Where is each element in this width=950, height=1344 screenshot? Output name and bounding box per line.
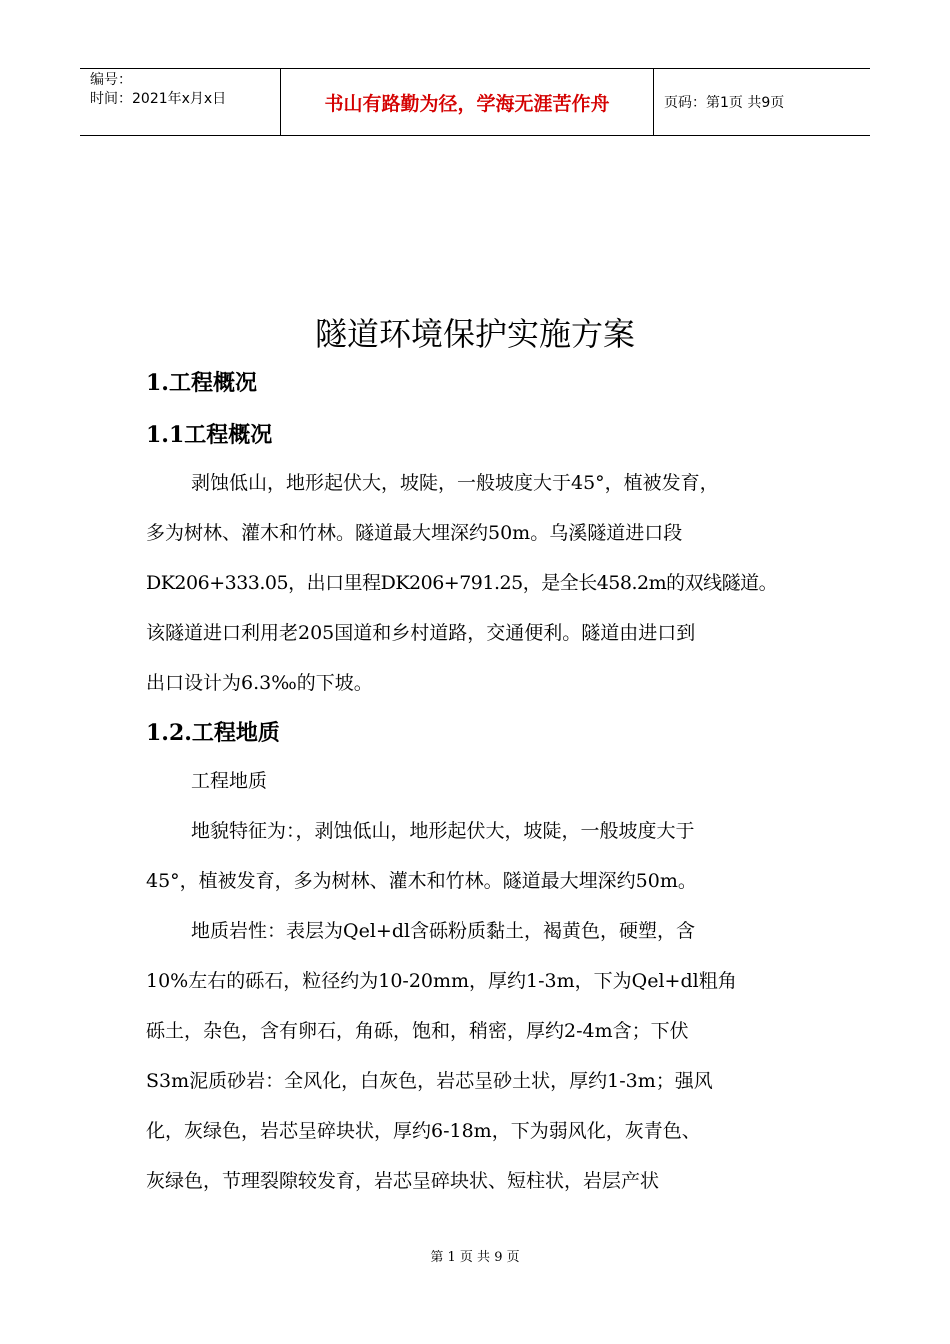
header-page-label: 页码：第1页 共9页 — [664, 95, 785, 111]
paragraph-geology-label — [146, 756, 826, 806]
paragraph-line: 剥蚀低山，地形起伏大，坡陡，一般坡度大于45°，植被发育， — [191, 472, 719, 494]
paragraph-line: 工程地质 — [191, 770, 268, 792]
header-meta-cell — [80, 69, 281, 135]
paragraph-line: DK206+333.05，出口里程DK206+791.25，是全长458.2m的双线隧道。 — [146, 572, 778, 594]
paragraph-lithology — [146, 906, 826, 1206]
paragraph-line: 出口设计为6.3‰的下坡。 — [146, 672, 373, 694]
section-heading-1-2: 1.2.工程地质 — [146, 720, 280, 746]
document-number-label: 编号： — [90, 72, 132, 88]
paragraph-landform — [146, 806, 826, 906]
document-header — [80, 68, 870, 136]
paragraph-line: 45°，植被发育，多为树林、灌木和竹林。隧道最大埋深约50m。 — [146, 870, 697, 892]
paragraph-line: 地貌特征为：，剥蚀低山，地形起伏大，坡陡，一般坡度大于 — [191, 820, 695, 842]
section-heading-1-1: 1.1工程概况 — [146, 422, 273, 448]
paragraph-overview — [146, 458, 826, 708]
paragraph-line: 化，灰绿色，岩芯呈碎块状，厚约6-18m，下为弱风化，灰青色、 — [146, 1120, 701, 1142]
paragraph-line: 地质岩性：表层为Qel+dl含砾粉质黏土，褐黄色，硬塑，含 — [191, 920, 696, 942]
document-title: 隧道环境保护实施方案 — [314, 315, 635, 353]
paragraph-line: 10%左右的砾石，粒径约为10-20mm，厚约1-3m，下为Qel+dl粗角 — [146, 970, 737, 992]
document-date-label: 时间：2021年x月x日 — [90, 91, 227, 107]
paragraph-line: 灰绿色，节理裂隙较发育，岩芯呈碎块状、短柱状，岩层产状 — [146, 1170, 660, 1192]
section-heading-1: 1.工程概况 — [146, 370, 257, 396]
paragraph-line: S3m泥质砂岩：全风化，白灰色，岩芯呈砂土状，厚约1-3m；强风 — [146, 1070, 713, 1092]
page-footer: 第 1 页 共 9 页 — [430, 1250, 520, 1265]
paragraph-line: 多为树林、灌木和竹林。隧道最大埋深约50m。乌溪隧道进口段 — [146, 522, 683, 544]
paragraph-line: 该隧道进口利用老205国道和乡村道路，交通便利。隧道由进口到 — [146, 622, 696, 644]
header-motto: 书山有路勤为径，学海无涯苦作舟 — [281, 69, 654, 135]
paragraph-line: 砾土，杂色，含有卵石，角砾，饱和，稍密，厚约2-4m含；下伏 — [146, 1020, 689, 1042]
